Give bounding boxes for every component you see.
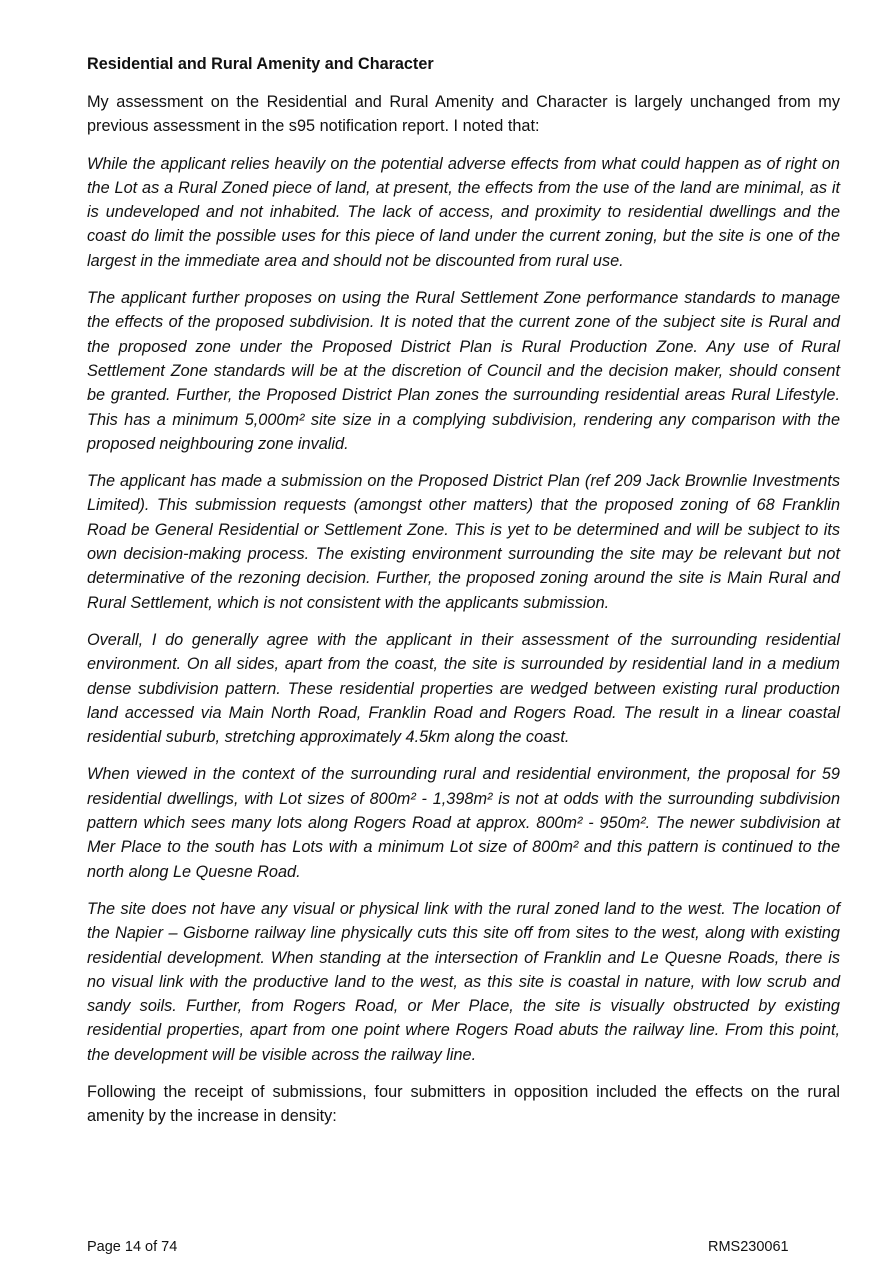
document-body [87, 52, 840, 1142]
quoted-paragraph: When viewed in the context of the surrounding rural and residential environment, the proposal for 59 residential dwellings, with Lot sizes of 800m² - 1,398m² is not at odds with the surrounding subdivision pattern which sees many lots along Rogers Road at approx. 800m² - 950m². The newer subdivision at Mer Place to the south has Lots with a minimum Lot size of 800m² and this pattern is continued to the north along Le Quesne Road. [87, 765, 840, 881]
intro-paragraph: My assessment on the Residential and Rural Amenity and Character is largely unchanged from my previous assessment in the s95 notification report. I noted that: [87, 93, 840, 136]
quoted-paragraph: The applicant has made a submission on the Proposed District Plan (ref 209 Jack Brownlie Investments Limited). This submission requests (amongst other matters) that the proposed zoning of 68 Franklin Road be General Residential or Settlement Zone. This is yet to be determined and will be subject to its own decision-making process. The existing environment surrounding the site may be relevant but not determinative of the rezoning decision. Further, the proposed zoning around the site is Main Rural and Rural Settlement, which is not consistent with the applicants submission. [87, 472, 840, 612]
closing-paragraph: Following the receipt of submissions, four submitters in opposition included the effects on the rural amenity by the increase in density: [87, 1082, 840, 1126]
document-reference: RMS230061 [708, 1239, 789, 1255]
quoted-paragraph: The applicant further proposes on using the Rural Settlement Zone performance standards to manage the effects of the proposed subdivision. It is noted that the current zone of the subject site is Rural and the proposed zone under the Proposed District Plan is Rural Production Zone. Any use of Rural Settlement Zone standards will be at the discretion of Council and the decision maker, should consent be granted. Further, the Proposed District Plan zones the surrounding residential areas Rural Lifestyle. This has a minimum 5,000m² site size in a complying subdivision, rendering any comparison with the proposed neighbouring zone invalid. [87, 289, 840, 453]
quoted-paragraph: Overall, I do generally agree with the applicant in their assessment of the surrounding residential environment. On all sides, apart from the coast, the site is surrounded by residential land in a medium dense subdivision pattern. These residential properties are wedged between existing rural production land accessed via Main North Road, Franklin Road and Rogers Road. The result in a linear coastal residential suburb, stretching approximately 4.5km along the coast. [87, 630, 840, 747]
quoted-paragraph: While the applicant relies heavily on the potential adverse effects from what could happen as of right on the Lot as a Rural Zoned piece of land, at present, the effects from the use of the land are minimal, as it is undeveloped and not inhabited. The lack of access, and proximity to residential dwellings and the coast do limit the possible uses for this piece of land under the current zoning, but the site is one of the largest in the immediate area and should not be discounted from rural use. [87, 154, 840, 270]
quoted-paragraph: The site does not have any visual or physical link with the rural zoned land to the west. The location of the Napier – Gisborne railway line physically cuts this site off from sites to the west, along with existing residential development. When standing at the intersection of Franklin and Le Quesne Roads, there is no visual link with the productive land to the west, as this site is coastal in nature, with low scrub and sandy soils. Further, from Rogers Road, or Mer Place, the site is visually obstructed by existing residential properties, apart from one point where Rogers Road abuts the railway line. From this point, the development will be visible across the railway line. [87, 899, 840, 1064]
section-heading: Residential and Rural Amenity and Character [87, 55, 434, 73]
page-number: Page 14 of 74 [87, 1239, 178, 1255]
